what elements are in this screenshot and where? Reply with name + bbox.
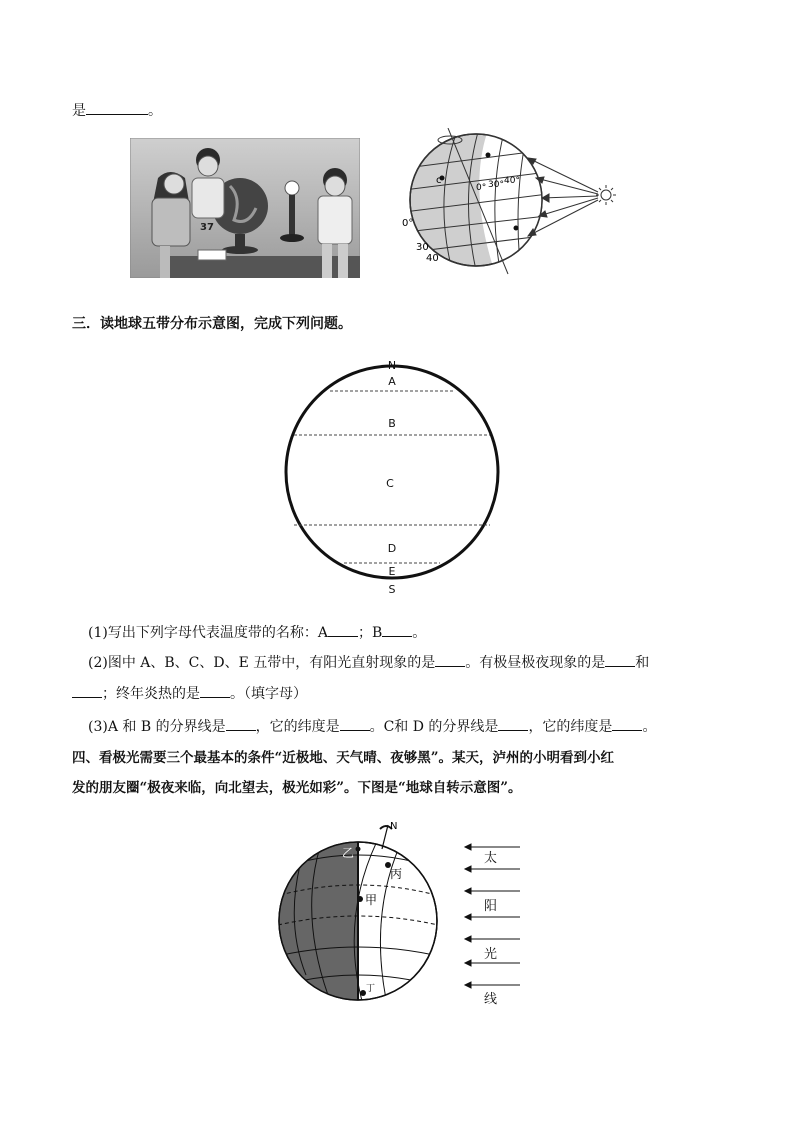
earth-rotation-diagram: [270, 815, 530, 1010]
q3-blank-2: [340, 716, 370, 731]
q2-blank-3: [72, 683, 102, 698]
q3-text-a: (3)A 和 B 的分界线是: [88, 719, 226, 735]
sun-text-2: 阳: [484, 899, 498, 914]
q2-blank-2: [605, 652, 635, 667]
point-yi-label: 乙: [342, 846, 355, 860]
q2-blank-4: [200, 683, 230, 698]
lat-30-label: 30°: [488, 180, 504, 190]
boy-right-figure: [318, 196, 352, 244]
q3-text-c: 。C和 D 的分界线是: [369, 719, 499, 735]
equator-left-label: 0°: [402, 218, 414, 229]
zone-e-label: E: [388, 565, 396, 578]
answer-blank: [86, 100, 148, 115]
sun-text-4: 线: [484, 992, 498, 1007]
point-ding-label: 丁: [366, 984, 376, 994]
south-label: S: [388, 583, 396, 596]
north-label: N: [387, 359, 397, 372]
q2-text-d: ；终年炎热的是: [102, 686, 200, 702]
q3-text-b: ，它的纬度是: [255, 719, 340, 735]
q3-text-d: ，它的纬度是: [528, 719, 613, 735]
bottom-30-label: 30: [416, 242, 429, 253]
five-zones-diagram: [280, 355, 505, 600]
question-1: [88, 622, 426, 643]
q2-text-e: 。（填字母）: [230, 686, 307, 702]
answer-line-prefix: 是: [72, 103, 86, 119]
lamp-bulb: [285, 181, 299, 195]
q3-blank-3: [498, 716, 528, 731]
q1-blank-b: [382, 622, 412, 637]
globe-sunlight-diagram: [396, 128, 626, 278]
shirt-number: 37: [200, 222, 214, 233]
q2-text-b: 。有极昼极夜现象的是: [465, 655, 606, 671]
section4-line2: 发的朋友圈“极夜来临，向北望去，极光如彩”。下图是“地球自转示意图”。: [72, 780, 522, 796]
bottom-40-label: 40: [426, 253, 439, 264]
q1-sep: ；B: [357, 625, 383, 641]
sun-icon: [596, 185, 616, 205]
point-c-label: c: [436, 175, 442, 186]
q2-text-c: 和: [635, 655, 650, 671]
zone-c-label: C: [386, 477, 394, 490]
question-3: [88, 716, 656, 737]
q1-end: 。: [412, 625, 427, 641]
boy-figure: [192, 178, 224, 218]
q3-blank-4: [612, 716, 642, 731]
question-2-line2: [72, 683, 307, 704]
zone-a-label: A: [388, 375, 396, 388]
point-jia: [357, 896, 363, 902]
point-jia-label: 甲: [365, 893, 378, 907]
zone-b-label: B: [388, 417, 396, 430]
question-2-line1: [88, 652, 649, 673]
girl-figure: [152, 198, 190, 246]
lat-40-label: 40°: [504, 176, 520, 186]
sun-text-1: 太: [484, 851, 498, 866]
lat-0-label: 0°: [476, 183, 487, 193]
section3-heading: 三．读地球五带分布示意图，完成下列问题。: [72, 316, 352, 332]
zone-d-label: D: [387, 542, 397, 555]
q1-text: (1)写出下列字母代表温度带的名称：A: [88, 625, 328, 641]
q2-text-a: (2)图中 A、B、C、D、E 五带中，有阳光直射现象的是: [88, 655, 436, 671]
night-side: [270, 815, 358, 1010]
point-bing-label: 丙: [390, 867, 403, 881]
answer-line-top: [72, 100, 162, 121]
q3-blank-1: [226, 716, 256, 731]
globe-experiment-photo: [130, 138, 360, 278]
q3-text-e: 。: [642, 719, 657, 735]
section4-line1: 四、看极光需要三个最基本的条件“近极地、天气晴、夜够黑”。某天，泸州的小明看到小红: [72, 750, 615, 766]
q1-blank-a: [328, 622, 358, 637]
answer-line-suffix: 。: [148, 103, 162, 119]
rotation-axis: [382, 825, 388, 849]
sun-text-3: 光: [484, 947, 498, 962]
north-pole-label: N: [390, 821, 398, 832]
q2-blank-1: [435, 652, 465, 667]
